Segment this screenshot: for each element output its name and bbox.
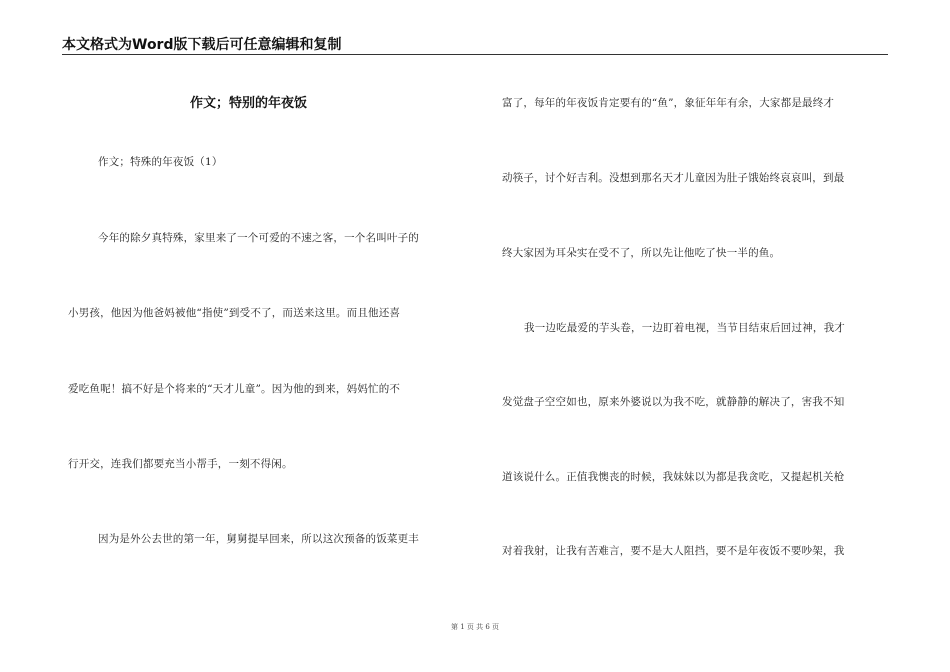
left-line-subtitle: 作文；特殊的年夜饭（1）: [98, 156, 223, 168]
right-line: 终大家因为耳朵实在受不了，所以先让他吃了快一半的鱼。: [502, 247, 781, 259]
right-line: 动筷子，讨个好吉利。没想到那名天才儿童因为肚子饿始终哀哀叫，到最: [502, 172, 845, 184]
document-title: 作文；特别的年夜饭: [190, 96, 308, 111]
right-line: 发觉盘子空空如也，原来外婆说以为我不吃，就静静的解决了，害我不知: [502, 396, 845, 408]
right-line: 道该说什么。正值我懊丧的时候，我妹妹以为都是我贪吃，又提起机关枪: [502, 471, 845, 483]
left-line: 小男孩，他因为他爸妈被他“指使”到受不了，而送来这里。而且他还喜: [68, 307, 401, 319]
right-line: 富了，每年的年夜饭肯定要有的“鱼”，象征年年有余，大家都是最终才: [502, 97, 835, 109]
page-footer: 第 1 页 共 6 页: [450, 623, 500, 631]
left-line: 因为是外公去世的第一年，舅舅提早回来，所以这次预备的饭菜更丰: [98, 533, 419, 545]
header-text: 本文格式为Word版下载后可任意编辑和复制: [62, 37, 342, 53]
page-header: [62, 30, 888, 55]
left-line: 行开交，连我们都要充当小帮手，一刻不得闲。: [68, 458, 293, 470]
left-line: 今年的除夕真特殊，家里来了一个可爱的不速之客，一个名叫叶子的: [98, 232, 419, 244]
left-line: 爱吃鱼呢！搞不好是个将来的“天才儿童”。因为他的到来，妈妈忙的不: [68, 383, 401, 395]
right-line: 对着我射，让我有苦难言，要不是大人阻挡，要不是年夜饭不要吵架，我: [502, 545, 845, 557]
right-line: 我一边吃最爱的芋头卷，一边盯着电视，当节目结束后回过神，我才: [524, 322, 845, 334]
